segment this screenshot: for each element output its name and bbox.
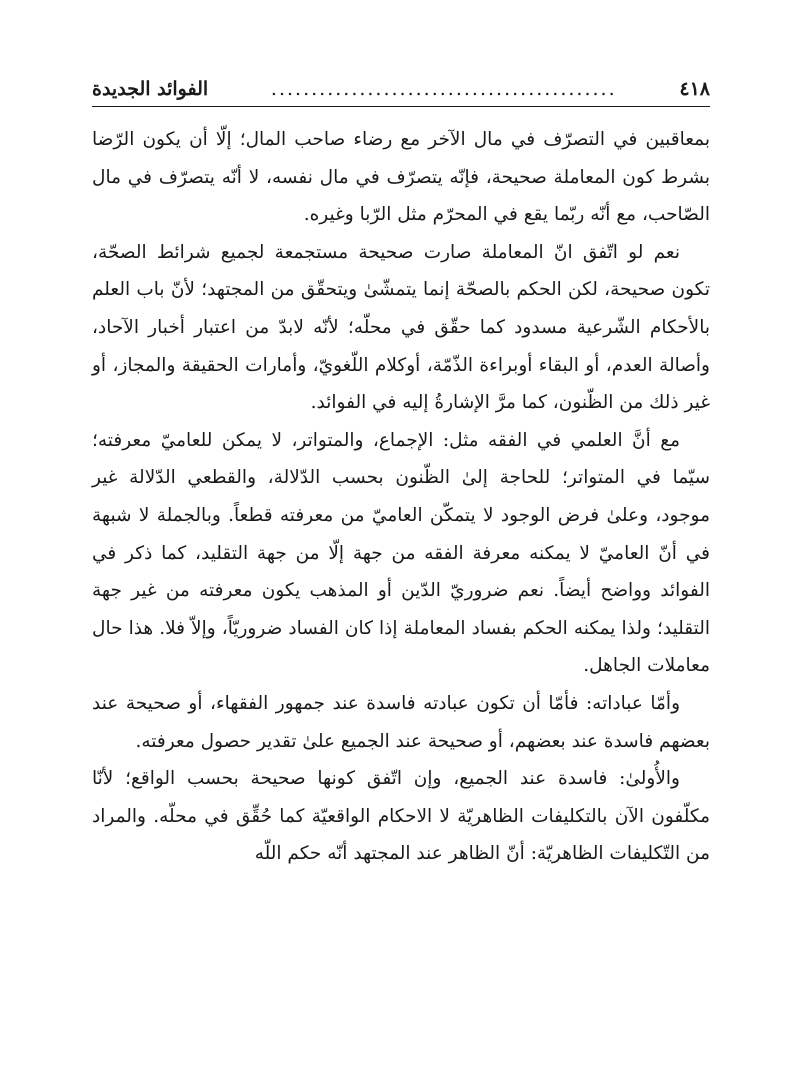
book-page: [92, 72, 710, 873]
page-number: ٤١٨: [679, 78, 710, 100]
book-title: الفوائد الجديدة: [92, 78, 209, 100]
dot-leader: ...........................................: [270, 78, 617, 100]
paragraph-1: بمعاقبين في التصرّف في مال الآخر مع رضاء صاحب المال؛ إلّا أن يكون الرّضا بشرط كون المعاملة صحيحة، فإنّه يتصرّف في مال نفسه، لا أنّه يتصرّف في مال الصّاحب، مع أنّه ربّما يقع في المحرّم مثل الرّبا وغيره.: [92, 129, 710, 226]
body-text: [92, 121, 710, 873]
paragraph-2: نعم لو اتّفق انّ المعاملة صارت صحيحة مستجمعة لجميع شرائط الصحّة، تكون صحيحة، لكن الحكم بالصحّة إنما يتمشّىٰ ويتحقّق من المجتهد؛ لأنّ باب العلم بالأحكام الشّرعية مسدود كما حقّق في محلّه؛ لأنّه لابدّ من اعتبار أخبار الآحاد، وأصالة العدم، أو البقاء أوبراءة الذّمّة، أوكلام اللّغويّ، وأمارات الحقيقة والمجاز، أو غير ذلك من الظّنون، كما مرَّ الإشارةُ إليه في الفوائد.: [92, 241, 710, 414]
paragraph-5: والأُولىٰ: فاسدة عند الجميع، وإن اتّفق كونها صحيحة بحسب الواقع؛ لأنّا مكلّفون الآن بالتكليفات الظاهريّة لا الاحكام الواقعيّة كما حُقِّق في محلّه. والمراد من التّكليفات الظاهريّة: أنّ الظاهر عند المجتهد أنّه حكم اللّه: [92, 768, 710, 865]
running-header: [92, 72, 710, 107]
paragraph-3: مع أنَّ العلمي في الفقه مثل: الإجماع، والمتواتر، لا يمكن للعاميّ معرفته؛ سيّما في المتواتر؛ للحاجة إلىٰ الظّنون بحسب الدّلالة، والقطعي الدّلالة غير موجود، وعلىٰ فرض الوجود لا يتمكّن العاميّ من معرفته قطعاً. وبالجملة لا شبهة في أنّ العاميّ لا يمكنه معرفة الفقه من جهة إلّا من جهة التقليد، كما ذكر في الفوائد وواضح أيضاً. نعم ضروريّ الدّين أو المذهب يكون معرفته من غير جهة التقليد؛ ولذا يمكنه الحكم بفساد المعاملة إذا كان الفساد ضروريّاً، وإلاّ فلا. هذا حال معاملات الجاهل.: [92, 429, 710, 677]
paragraph-4: وأمّا عباداته: فأمّا أن تكون عبادته فاسدة عند جمهور الفقهاء، أو صحيحة عند بعضهم فاسدة عند بعضهم، أو صحيحة عند الجميع علىٰ تقدير حصول معرفته.: [92, 692, 710, 752]
